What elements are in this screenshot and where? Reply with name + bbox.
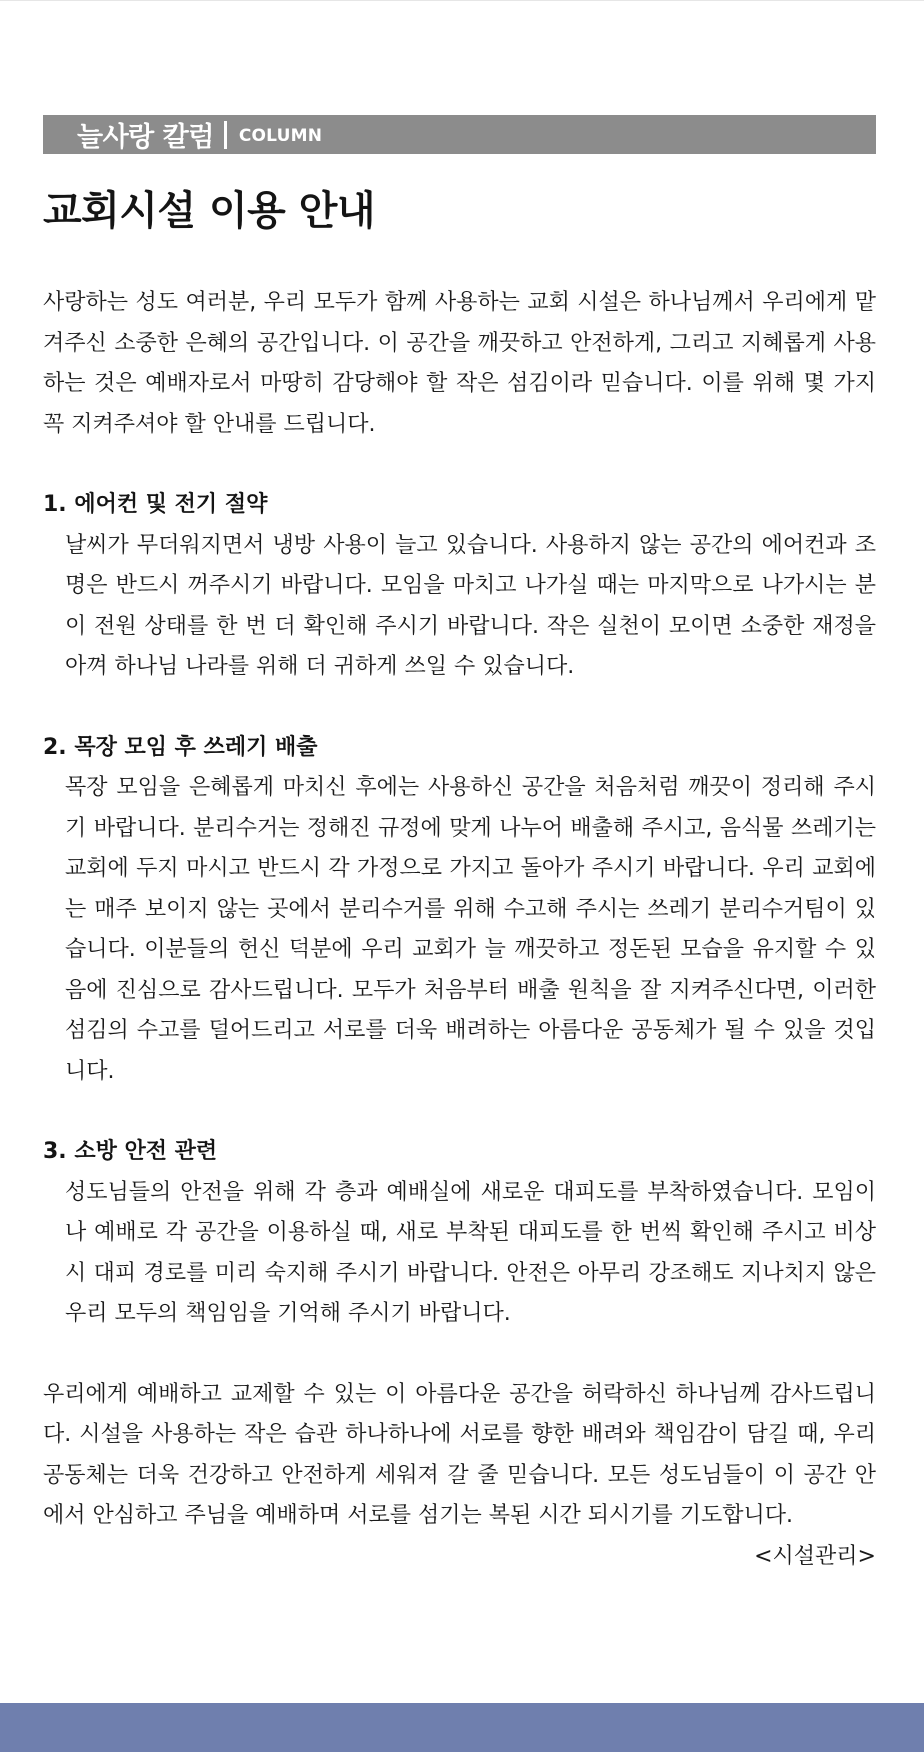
column-subtitle: COLUMN	[238, 126, 323, 146]
section-energy-saving	[43, 485, 876, 688]
banner-separator	[224, 121, 227, 149]
section-heading: 1. 에어컨 및 전기 절약	[43, 492, 268, 517]
article-body	[43, 283, 876, 1577]
section-heading: 3. 소방 안전 관련	[43, 1139, 218, 1164]
section-body: 목장 모임을 은혜롭게 마치신 후에는 사용하신 공간을 처음처럼 깨끗이 정리해 주시기 바랍니다. 분리수거는 정해진 규정에 맞게 나누어 배출해 주시고, 음식물 쓰레기는 교회에 두지 마시고 반드시 각 가정으로 가지고 돌아가 주시기 바랍니다. 우리 교회에는 매주 보이지 않는 곳에서 분리수거를 위해 수고해 주시는 쓰레기 분리수거팀이 있습니다. 이분들의 헌신 덕분에 우리 교회가 늘 깨끗하고 정돈된 모습을 유지할 수 있음에 진심으로 감사드립니다. 모두가 처음부터 배출 원칙을 잘 지켜주신다면, 이러한 섬김의 수고를 덜어드리고 서로를 더욱 배려하는 아름다운 공동체가 될 수 있을 것입니다.	[65, 775, 876, 1084]
section-waste-disposal	[43, 728, 876, 1093]
section-fire-safety	[43, 1132, 876, 1335]
closing-paragraph: 우리에게 예배하고 교제할 수 있는 이 아름다운 공간을 허락하신 하나님께 감사드립니다. 시설을 사용하는 작은 습관 하나하나에 서로를 향한 배려와 책임감이 담길 때, 우리 공동체는 더욱 건강하고 안전하게 세워져 갈 줄 믿습니다. 모든 성도님들이 이 공간 안에서 안심하고 주님을 예배하며 서로를 섬기는 복된 시간 되시기를 기도합니다.	[43, 1381, 876, 1528]
top-divider	[0, 0, 924, 1]
section-heading: 2. 목장 모임 후 쓰레기 배출	[43, 734, 318, 760]
section-body: 날씨가 무더워지면서 냉방 사용이 늘고 있습니다. 사용하지 않는 공간의 에어컨과 조명은 반드시 꺼주시기 바랍니다. 모임을 마치고 나가실 때는 마지막으로 나가시는 분이 전원 상태를 한 번 더 확인해 주시기 바랍니다. 작은 실천이 모이면 소중한 재정을 아껴 하나님 나라를 위해 더 귀하게 쓰일 수 있습니다.	[65, 532, 876, 679]
section-body: 성도님들의 안전을 위해 각 층과 예배실에 새로운 대피도를 부착하였습니다. 모임이나 예배로 각 공간을 이용하실 때, 새로 부착된 대피도를 한 번씩 확인해 주시고 비상시 대피 경로를 미리 숙지해 주시기 바랍니다. 안전은 아무리 강조해도 지나치지 않은 우리 모두의 책임임을 기억해 주시기 바랍니다.	[65, 1179, 876, 1326]
signature: <시설관리>	[754, 1543, 876, 1569]
footer-bar	[0, 1703, 924, 1752]
closing-block	[43, 1375, 876, 1578]
column-title: 늘사랑 칼럼	[77, 122, 214, 153]
intro-paragraph: 사랑하는 성도 여러분, 우리 모두가 함께 사용하는 교회 시설은 하나님께서 우리에게 맡겨주신 소중한 은혜의 공간입니다. 이 공간을 깨끗하고 안전하게, 그리고 지혜롭게 사용하는 것은 예배자로서 마땅히 감당해야 할 작은 섬김이라 믿습니다. 이를 위해 몇 가지 꼭 지켜주셔야 할 안내를 드립니다.	[43, 290, 876, 437]
page-title: 교회시설 이용 안내	[43, 188, 375, 234]
column-banner	[43, 115, 876, 154]
